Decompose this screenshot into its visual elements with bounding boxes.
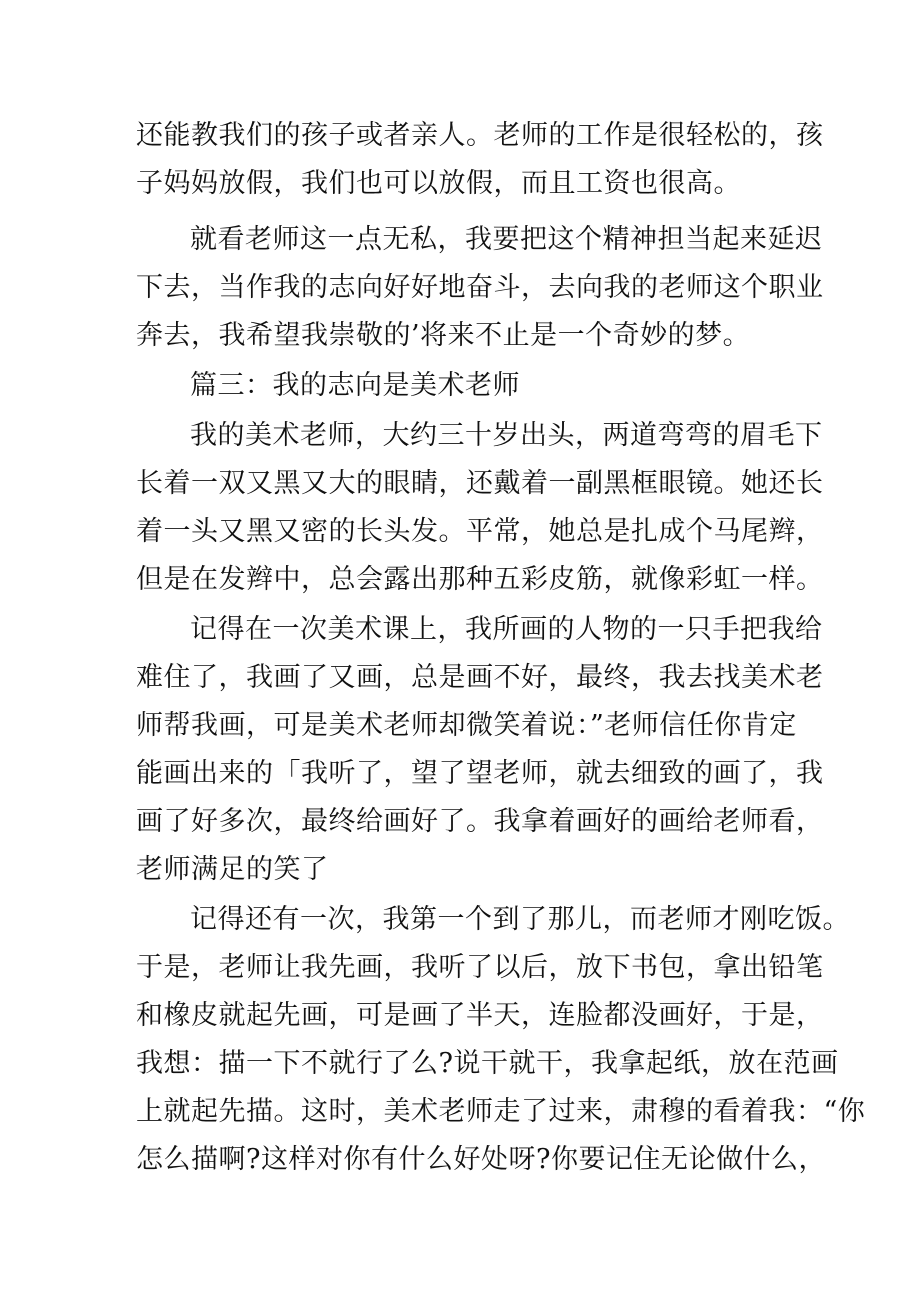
text-line-12: 难住了，我画了又画，总是画不好，最终，我去找美术老 xyxy=(136,662,824,693)
text-line-21: 上就起先描。这时，美术老师走了过来，肃穆的看着我：“你 xyxy=(136,1096,866,1127)
text-line-1: 还能教我们的孩子或者亲人。老师的工作是很轻松的，孩 xyxy=(136,120,824,151)
text-line-20: 我想：描一下不就行了么?说干就干，我拿起纸，放在范画 xyxy=(136,1048,839,1079)
section-heading: 篇三：我的志向是美术老师 xyxy=(190,370,520,401)
text-line-22: 怎么描啊?这样对你有什么好处呀?你要记住无论做什么， xyxy=(136,1144,826,1175)
text-line-14: 能画出来的「我听了，望了望老师，就去细致的画了，我 xyxy=(136,758,824,789)
text-line-5: 奔去，我希望我崇敬的’将来不止是一个奇妙的梦。 xyxy=(136,320,751,351)
paragraph-line-7: 我的美术老师，大约三十岁出头，两道弯弯的眉毛下 xyxy=(190,420,823,451)
text-line-18: 于是，老师让我先画，我听了以后，放下书包，拿出铅笔 xyxy=(136,952,824,983)
text-line-2: 子妈妈放假，我们也可以放假，而且工资也很高。 xyxy=(136,168,741,199)
text-line-8: 长着一双又黑又大的眼睛，还戴着一副黑框眼镜。她还长 xyxy=(136,468,824,499)
text-line-13: 师帮我画，可是美术老师却微笑着说：”老师信任你肯定 xyxy=(136,710,797,741)
paragraph-line-3: 就看老师这一点无私，我要把这个精神担当起来延迟 xyxy=(190,224,823,255)
paragraph-line-17: 记得还有一次，我第一个到了那儿，而老师才刚吃饭。 xyxy=(190,904,850,935)
text-line-4: 下去，当作我的志向好好地奋斗，去向我的老师这个职业 xyxy=(136,272,824,303)
paragraph-line-11: 记得在一次美术课上，我所画的人物的一只手把我给 xyxy=(190,614,823,645)
text-line-16: 老师满足的笑了 xyxy=(136,854,329,885)
text-line-10: 但是在发辫中，总会露出那种五彩皮筋，就像彩虹一样。 xyxy=(136,564,824,595)
text-line-15: 画了好多次，最终给画好了。我拿着画好的画给老师看， xyxy=(136,806,824,837)
document-body xyxy=(136,112,866,1184)
text-line-19: 和橡皮就起先画，可是画了半天，连脸都没画好，于是， xyxy=(136,1000,824,1031)
text-line-9: 着一头又黑又密的长头发。平常，她总是扎成个马尾辫， xyxy=(136,516,824,547)
